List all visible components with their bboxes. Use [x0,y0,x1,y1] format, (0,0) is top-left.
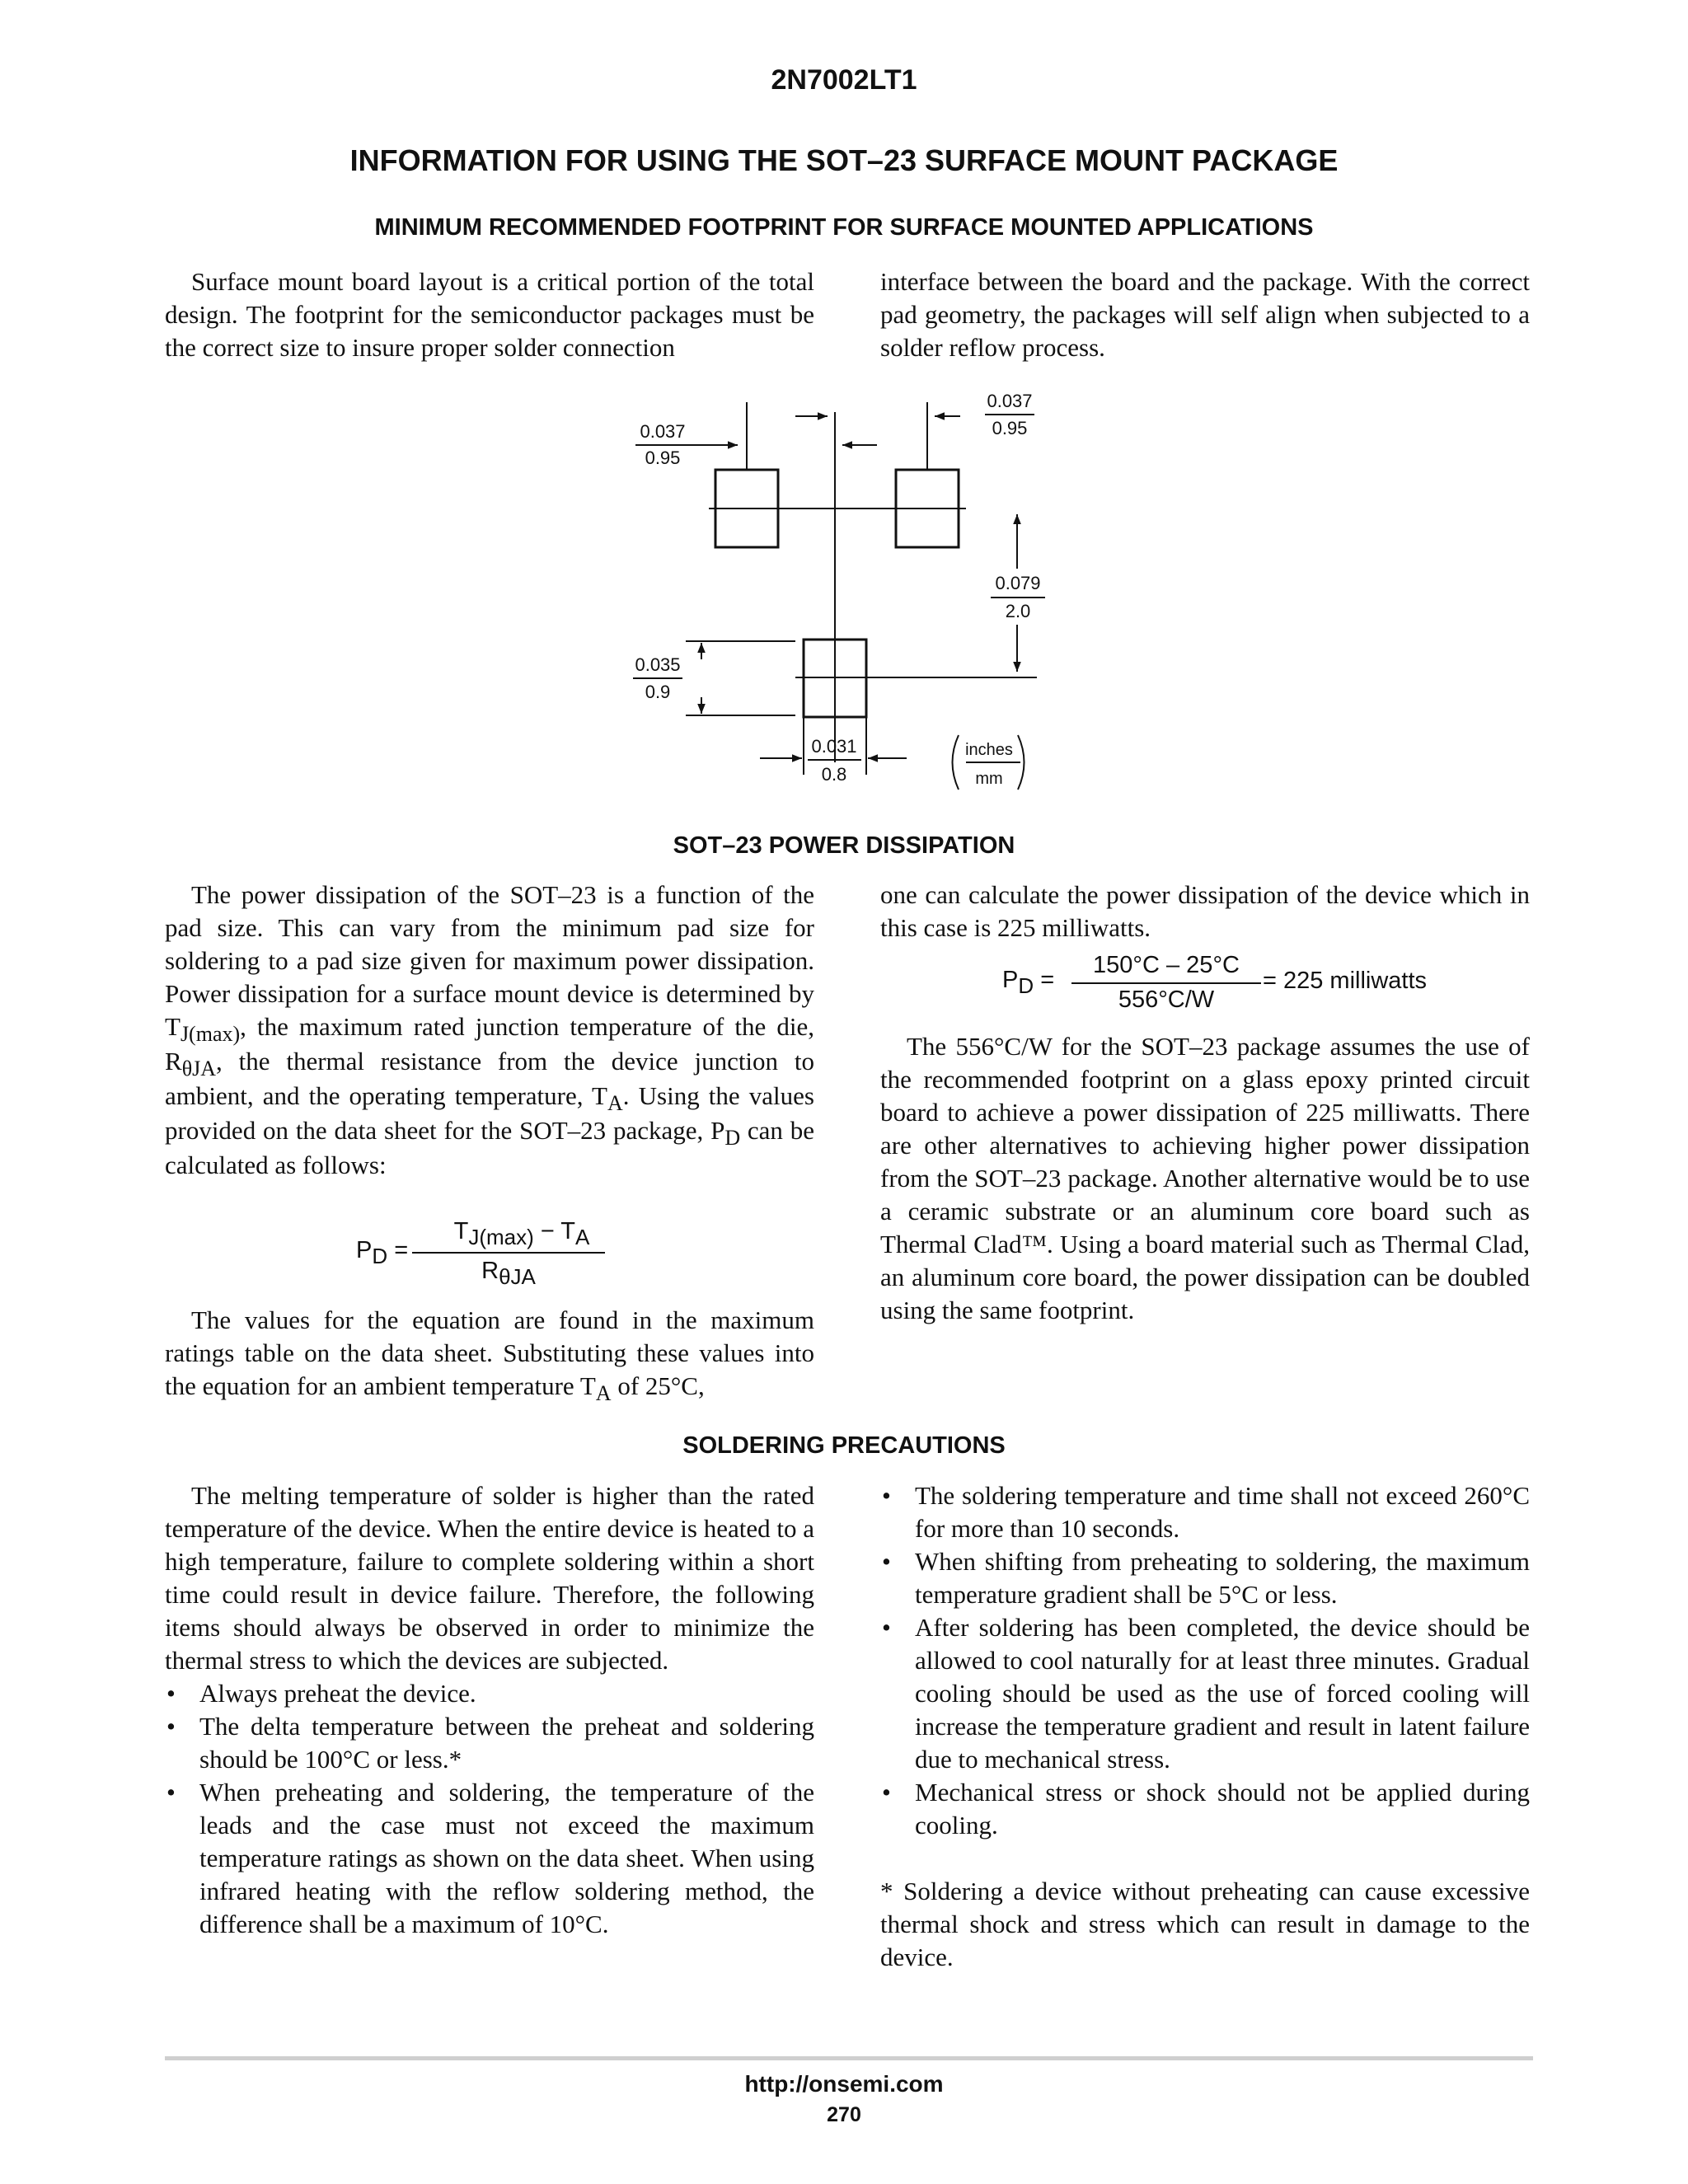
equation-2-fraction-bar [1071,982,1261,984]
power-text-left [165,879,814,1182]
soldering-text-right [880,1479,1530,1974]
equation-2-denominator: 556°C/W [1118,987,1215,1013]
footprint-heading: MINIMUM RECOMMENDED FOOTPRINT FOR SURFACE MOUNTED APPLICATIONS [374,214,1314,241]
footprint-paragraph-left: Surface mount board layout is a critical portion of the total design. The footprint for the semiconductor packages must be the correct size to insure proper solder connection [165,267,814,362]
list-item: • After soldering has been completed, the device should be allowed to cool naturally for at least three minutes. Gradual cooling should be used as the use of forced cooling will increase the temperature gradient and result in latent failure due to mechanical stress. [880,1611,1530,1776]
pad-pitch-inches-label: 0.037 [987,391,1033,411]
document-title: 2N7002LT1 [771,64,917,96]
page-number: 270 [827,2103,861,2126]
row-spacing-inches-label: 0.079 [995,573,1041,593]
list-item: • The delta temperature between the preheat and soldering should be 100°C or less.* [165,1710,814,1776]
soldering-precautions-heading: SOLDERING PRECAUTIONS [682,1432,1006,1459]
power-text-right-2 [880,1030,1530,1327]
page-title: INFORMATION FOR USING THE SOT–23 SURFACE MOUNT PACKAGE [349,143,1339,177]
soldering-bullets-left [165,1677,814,1941]
list-item: • Always preheat the device. [165,1677,814,1710]
equation-2-numerator: 150°C – 25°C [1093,952,1240,978]
equation-1-fraction-bar [412,1252,605,1254]
units-inches-label: inches [965,741,1013,759]
power-paragraph-4: The 556°C/W for the SOT–23 package assumes the use of the recommended footprint on a glass epoxy printed circuit board to achieve a power dissipation of 225 milliwatts. There are other alternatives to achieving higher power dissipation from the SOT–23 package. Another alternative would be to use a ceramic substrate or an aluminum core board such as Thermal Clad™. Using a board material such as Thermal Clad, an aluminum core board, the power dissipation can be doubled using the same footprint. [880,1032,1530,1324]
list-item: • When shifting from preheating to soldering, the maximum temperature gradient shall be 5°C or less. [880,1545,1530,1611]
list-item: • When preheating and soldering, the temperature of the leads and the case must not exceed the maximum temperature ratings as shown on the data sheet. When using infrared heating with the reflow soldering method, the difference shall be a maximum of 10°C. [165,1776,814,1941]
soldering-footnote: * Soldering a device without preheating can cause excessive thermal shock and stress which can result in damage to the device. [880,1877,1530,1971]
list-item: • The soldering temperature and time shall not exceed 260°C for more than 10 seconds. [880,1479,1530,1545]
soldering-text-left [165,1479,814,1941]
equation-1-denominator: RθJA [481,1258,536,1289]
power-paragraph-3: one can calculate the power dissipation of the device which in this case is 225 milliwatts. [880,880,1530,942]
pad-width-mm-label: 0.95 [645,448,681,468]
pad-height-inches-label: 0.035 [635,654,681,675]
power-text-right [880,879,1530,944]
power-dissipation-heading: SOT–23 POWER DISSIPATION [673,832,1015,859]
equation-2-lhs: PD = [1002,967,1055,998]
power-text-left-2 [165,1304,814,1404]
soldering-intro: The melting temperature of solder is higher than the rated temperature of the device. When the entire device is heated to a high temperature, failure to complete soldering within a short time could result in device failure. Therefore, the following items should always be observed in order to minimize the thermal stress to which the devices are subjected. [165,1481,814,1675]
units-mm-label: mm [975,770,1003,788]
power-paragraph-1: The power dissipation of the SOT–23 is a function of the pad size. This can vary from the minimum pad size for soldering to a pad size given for maximum power dissipation. Power dissipation for a surface mount device is determined by $T_{J(max)}$, the maximum rated junction temperature of the die, $R_{\theta JA}$, the thermal resistance from the device junction to ambient, and the operating temperature, $T_A$. Using the values provided on the data sheet for the SOT–23 package, $P_D$ can be calculated as follows: [165,880,814,1179]
pad-pitch-mm-label: 0.95 [992,418,1028,438]
equation-1-numerator: TJ(max) − TA [453,1218,590,1249]
bottom-pad-width-inches-label: 0.031 [811,736,857,757]
pad-height-mm-label: 0.9 [645,682,671,702]
equation-1-lhs: PD = [356,1237,409,1268]
soldering-bullets-right [880,1479,1530,1842]
footer-link[interactable]: http://onsemi.com [744,2071,944,2097]
row-spacing-mm-label: 2.0 [1005,601,1031,621]
equation-2-result: = 225 milliwatts [1263,968,1428,994]
footprint-paragraph-right: interface between the board and the package. With the correct pad geometry, the packages will self align when subjected to a solder reflow process. [880,267,1530,362]
list-item: • Mechanical stress or shock should not be applied during cooling. [880,1776,1530,1842]
power-paragraph-2: The values for the equation are found in the maximum ratings table on the data sheet. Substituting these values into the equation for an ambient temperature $T_A$ of 25°C, [165,1305,814,1405]
bottom-pad-width-mm-label: 0.8 [821,764,847,785]
footer-divider [165,2056,1533,2060]
pad-width-inches-label: 0.037 [640,421,686,442]
